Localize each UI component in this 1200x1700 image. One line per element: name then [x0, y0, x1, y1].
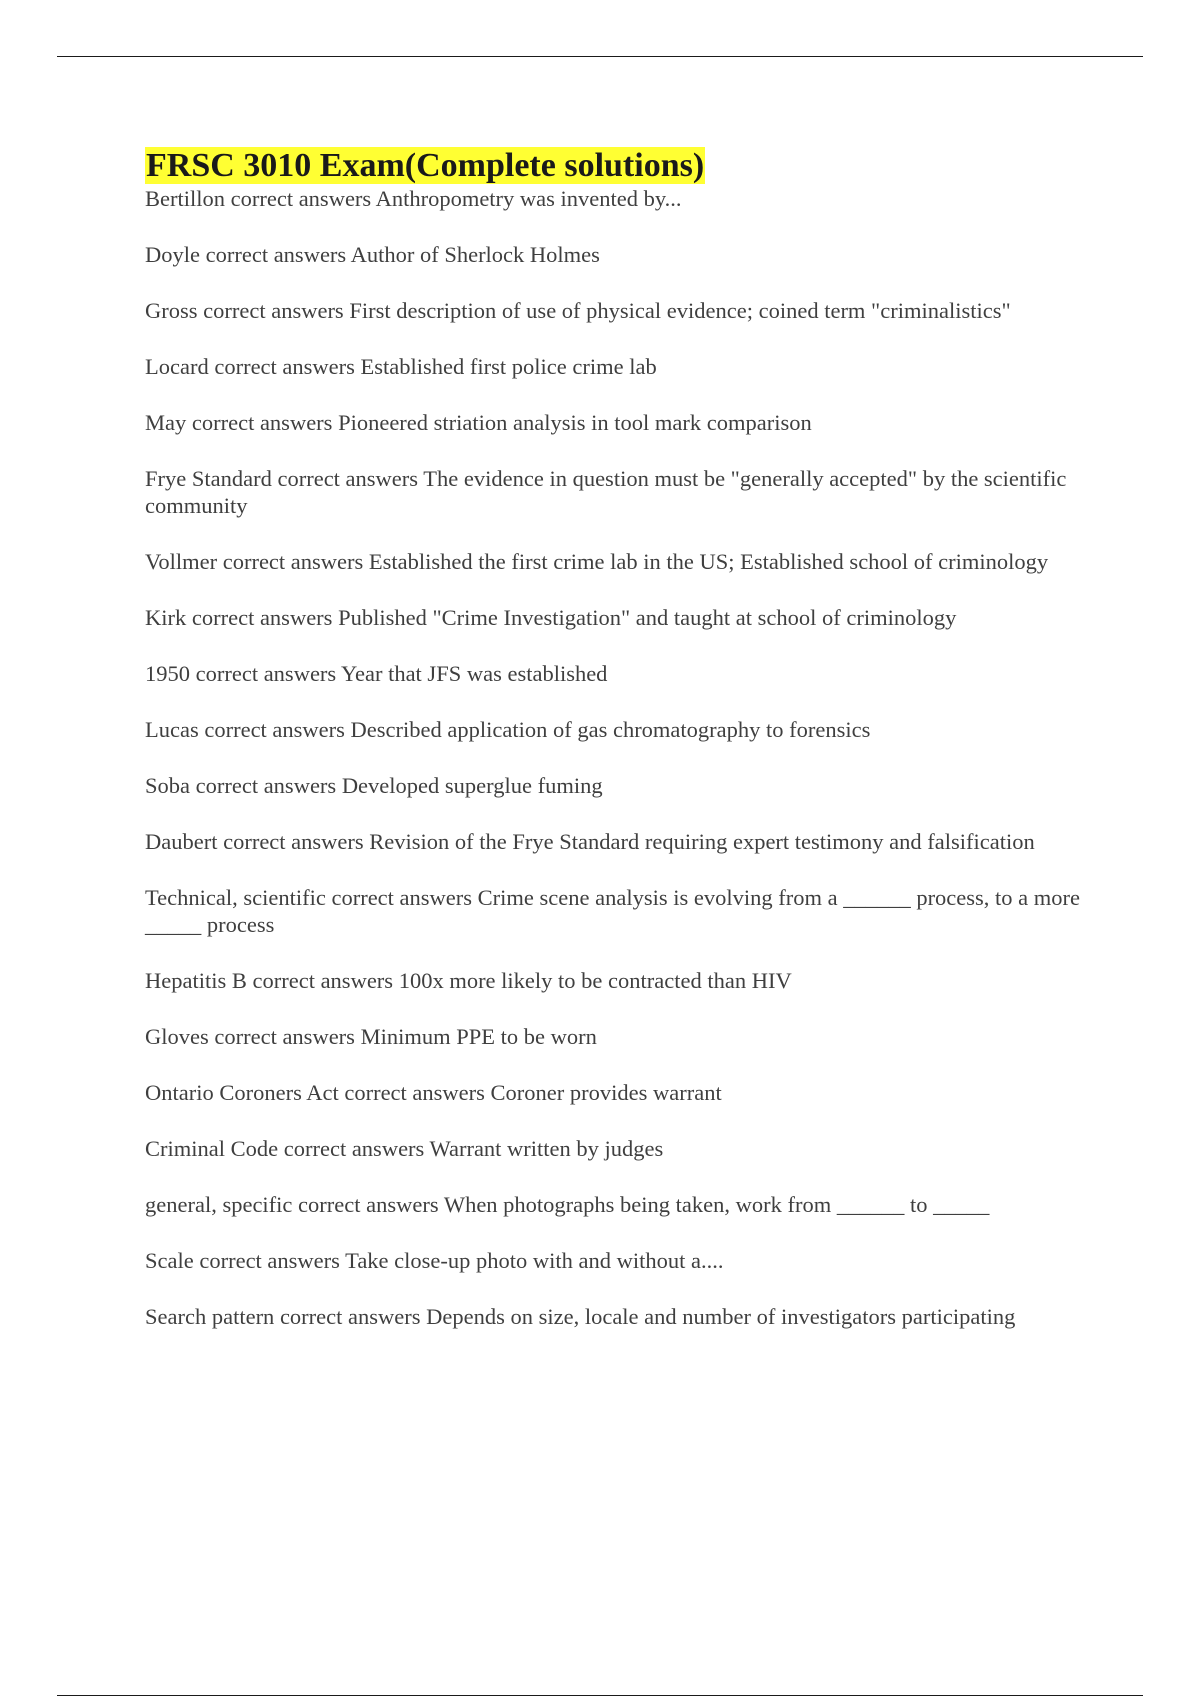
entry-term: Bertillon — [145, 186, 225, 211]
entry-answer: Published "Crime Investigation" and taught at school of criminology — [338, 605, 957, 630]
entry-answer: Warrant written by judges — [429, 1136, 664, 1161]
entry-term: Kirk — [145, 605, 187, 630]
qa-entry — [145, 1023, 1085, 1050]
entry-answer: Minimum PPE to be worn — [360, 1024, 597, 1049]
entry-term: general, specific — [145, 1192, 293, 1217]
document-body — [145, 144, 1085, 1359]
entry-marker: correct answers — [195, 773, 337, 798]
entry-term: 1950 — [145, 661, 190, 686]
entry-term: Ontario Coroners Act — [145, 1080, 339, 1105]
entry-answer: Anthropometry was invented by... — [375, 186, 682, 211]
qa-entry — [145, 548, 1085, 575]
entry-marker: correct answers — [252, 968, 394, 993]
entry-answer: Depends on size, locale and number of investigators participating — [426, 1304, 1016, 1329]
entry-marker: correct answers — [298, 1192, 439, 1217]
entry-term: Vollmer — [145, 549, 218, 574]
entry-answer: First description of use of physical evidence; coined term "criminalistics" — [349, 298, 1011, 323]
entry-term: Soba — [145, 773, 190, 798]
qa-entry — [145, 1135, 1085, 1162]
entry-marker: correct answers — [199, 1248, 340, 1273]
page-bottom-rule — [57, 1695, 1143, 1696]
entry-marker: correct answers — [214, 1024, 355, 1049]
entry-answer: Established first police crime lab — [360, 354, 657, 379]
entry-term: Doyle — [145, 242, 200, 267]
entry-marker: correct answers — [223, 829, 364, 854]
qa-entry — [145, 241, 1085, 268]
entry-marker: correct answers — [277, 466, 419, 491]
qa-entry — [145, 465, 1085, 519]
entry-term: Scale — [145, 1248, 194, 1273]
entry-term: Search pattern — [145, 1304, 275, 1329]
entry-marker: correct answers — [222, 549, 364, 574]
entry-answer: Take close-up photo with and without a.... — [345, 1248, 724, 1273]
entry-term: Gross — [145, 298, 198, 323]
qa-entry — [145, 772, 1085, 799]
entry-answer: Author of Sherlock Holmes — [350, 242, 600, 267]
document-title — [145, 144, 1085, 188]
qa-entry — [145, 716, 1085, 743]
title-highlight: FRSC 3010 Exam(Complete solutions) — [146, 147, 705, 184]
entry-marker: correct answers — [191, 410, 333, 435]
entry-term: Technical, scientific — [145, 885, 326, 910]
qa-entry — [145, 967, 1085, 994]
qa-list — [145, 185, 1085, 1330]
entry-marker: correct answers — [203, 298, 344, 323]
entry-marker: correct answers — [344, 1080, 485, 1105]
entry-marker: correct answers — [279, 1304, 421, 1329]
qa-entry — [145, 297, 1085, 324]
entry-term: Lucas — [145, 717, 199, 742]
entry-term: Frye Standard — [145, 466, 272, 491]
entry-answer: Pioneered striation analysis in tool mark comparison — [338, 410, 812, 435]
qa-entry — [145, 828, 1085, 855]
entry-term: Daubert — [145, 829, 218, 854]
qa-entry — [145, 185, 1085, 212]
entry-term: May — [145, 410, 187, 435]
entry-marker: correct answers — [230, 186, 372, 211]
entry-answer: The evidence in question must be "generally accepted" by the scientific community — [145, 466, 1067, 518]
entry-marker: correct answers — [205, 242, 347, 267]
qa-entry — [145, 409, 1085, 436]
qa-entry — [145, 660, 1085, 687]
entry-answer: Described application of gas chromatography to forensics — [350, 717, 871, 742]
entry-answer: Coroner provides warrant — [490, 1080, 722, 1105]
page-top-rule — [57, 56, 1143, 57]
qa-entry — [145, 1191, 1085, 1218]
entry-term: Gloves — [145, 1024, 209, 1049]
entry-marker: correct answers — [191, 605, 333, 630]
entry-marker: correct answers — [214, 354, 355, 379]
qa-entry — [145, 1303, 1085, 1330]
entry-answer: 100x more likely to be contracted than HIV — [398, 968, 792, 993]
entry-answer: When photographs being taken, work from ______ to _____ — [443, 1192, 990, 1217]
entry-answer: Developed superglue fuming — [341, 773, 603, 798]
entry-marker: correct answers — [331, 885, 473, 910]
entry-marker: correct answers — [204, 717, 345, 742]
entry-term: Criminal Code — [145, 1136, 279, 1161]
entry-answer: Established the first crime lab in the US; Established school of criminology — [368, 549, 1049, 574]
qa-entry — [145, 1079, 1085, 1106]
qa-entry — [145, 884, 1085, 938]
entry-term: Hepatitis B — [145, 968, 247, 993]
entry-marker: correct answers — [195, 661, 337, 686]
entry-answer: Year that JFS was established — [340, 661, 608, 686]
entry-term: Locard — [145, 354, 209, 379]
qa-entry — [145, 353, 1085, 380]
entry-answer: Crime scene analysis is evolving from a ______ process, to a more _____ process — [145, 885, 1081, 937]
qa-entry — [145, 1247, 1085, 1274]
qa-entry — [145, 604, 1085, 631]
entry-marker: correct answers — [283, 1136, 425, 1161]
entry-answer: Revision of the Frye Standard requiring expert testimony and falsification — [369, 829, 1035, 854]
